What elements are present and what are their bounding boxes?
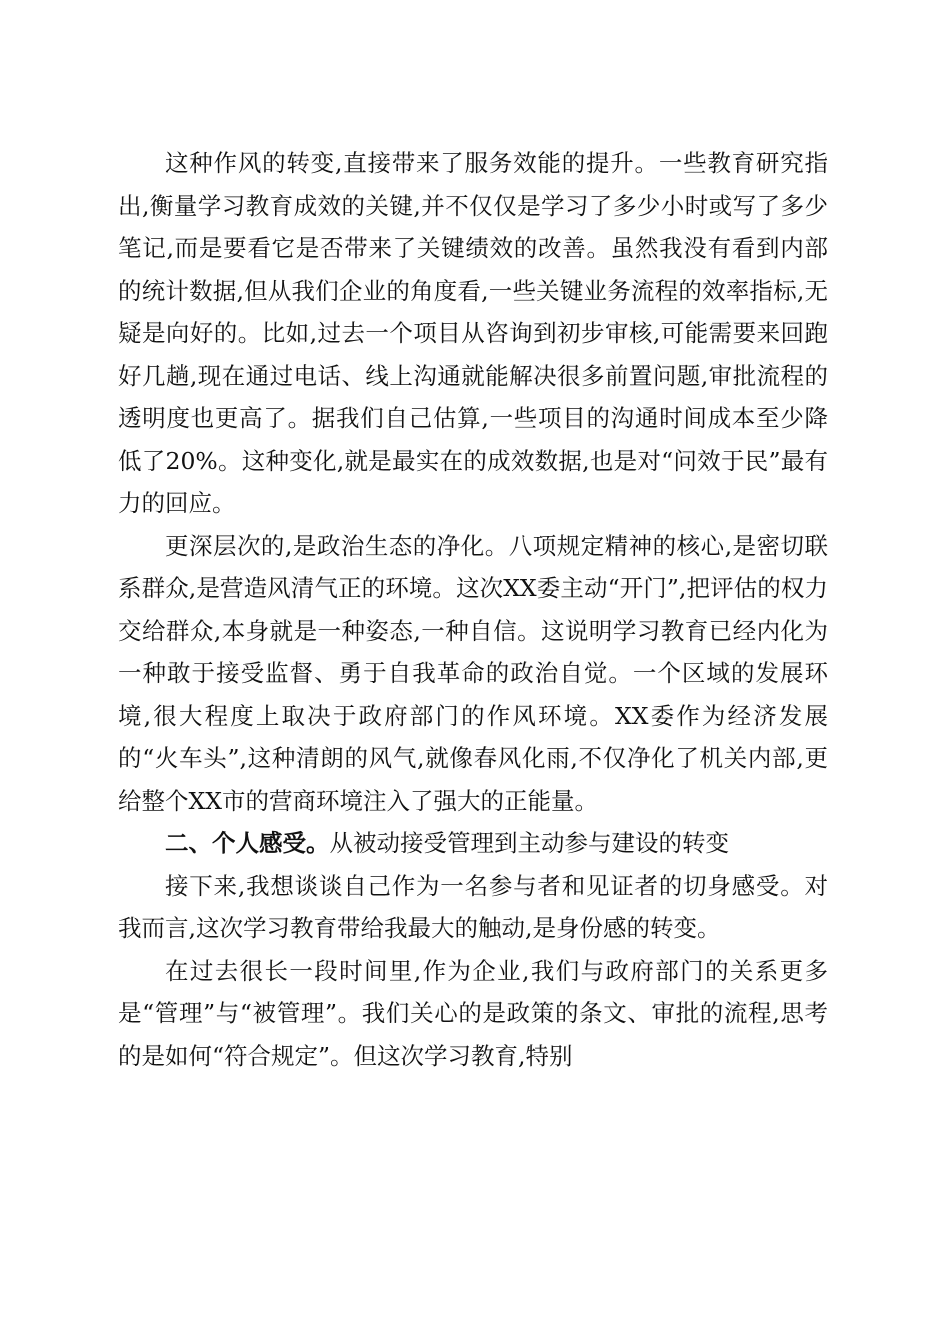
- paragraph-relationship: 在过去很长一段时间里,作为企业,我们与政府部门的关系更多是“管理”与“被管理”。我们关心的是政策的条文、审批的流程,思考的是如何“符合规定”。但这次学习教育,特别: [118, 956, 828, 1070]
- section-heading: [118, 822, 828, 865]
- paragraph-political-ecology: 更深层次的,是政治生态的净化。八项规定精神的核心,是密切联系群众,是营造风清气正的环境。这次XX委主动“开门”,把评估的权力交给群众,本身就是一种姿态,一种自信。这说明学习教育已经内化为一种敢于接受监督、勇于自我革命的政治自觉。一个区域的发展环境,很大程度上取决于政府部门的作风环境。XX委作为经济发展的“火车头”,这种清朗的风气,就像春风化雨,不仅净化了机关内部,更给整个XX市的营商环境注入了强大的正能量。: [118, 531, 828, 815]
- section-heading-text: 从被动接受管理到主动参与建设的转变: [329, 829, 729, 857]
- paragraph-service-efficiency: 这种作风的转变,直接带来了服务效能的提升。一些教育研究指出,衡量学习教育成效的关键,并不仅仅是学习了多少小时或写了多少笔记,而是要看它是否带来了关键绩效的改善。虽然我没有看到内部的统计数据,但从我们企业的角度看,一些关键业务流程的效率指标,无疑是向好的。比如,过去一个项目从咨询到初步审核,可能需要来回跑好几趟,现在通过电话、线上沟通就能解决很多前置问题,审批流程的透明度也更高了。据我们自己估算,一些项目的沟通时间成本至少降低了20%。这种变化,就是最实在的成效数据,也是对“问效于民”最有力的回应。: [118, 149, 828, 517]
- document-body: [118, 142, 828, 1077]
- paragraph-personal-feeling: 接下来,我想谈谈自己作为一名参与者和见证者的切身感受。对我而言,这次学习教育带给我最大的触动,是身份感的转变。: [118, 871, 828, 942]
- section-heading-label: 二、个人感受。: [165, 829, 330, 857]
